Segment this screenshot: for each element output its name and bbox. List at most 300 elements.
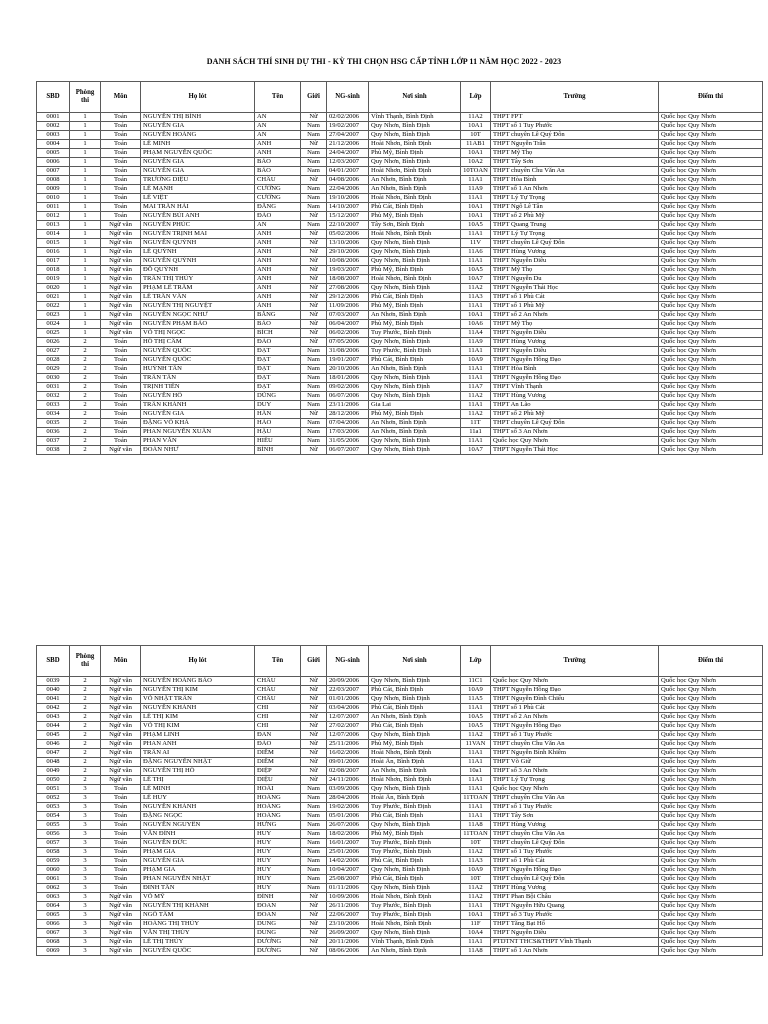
class-cell: 11A7: [461, 383, 491, 392]
room-cell: 2: [70, 365, 101, 374]
subject-cell: Toán: [101, 785, 141, 794]
class-cell: 11A1: [461, 803, 491, 812]
birthplace-cell: Hoài Nhơn, Bình Định: [369, 920, 461, 929]
name-cell: ANH: [255, 230, 301, 239]
venue-cell: Quốc học Quy Nhơn: [659, 230, 763, 239]
table-row: [37, 311, 763, 320]
col-header-name: Tên: [255, 82, 301, 113]
room-cell: 1: [70, 284, 101, 293]
table-row: [37, 392, 763, 401]
room-cell: 3: [70, 920, 101, 929]
name-cell: AN: [255, 131, 301, 140]
surname-cell: VĂN THỊ THÙY: [141, 929, 255, 938]
roster-table-1: [36, 81, 763, 455]
dob-cell: 06/02/2006: [327, 329, 369, 338]
document-title: DANH SÁCH THÍ SINH DỰ THI - KỲ THI CHỌN HSG CẤP TỈNH LỚP 11 NĂM HỌC 2022 - 2023: [206, 57, 562, 66]
table-row: [37, 320, 763, 329]
school-cell: THPT FPT: [491, 113, 659, 122]
sbd-cell: 0069: [37, 947, 70, 956]
class-cell: 11A1: [461, 785, 491, 794]
name-cell: ANH: [255, 149, 301, 158]
dob-cell: 19/02/2006: [327, 803, 369, 812]
birthplace-cell: Phù Cát, Bình Định: [369, 812, 461, 821]
class-cell: 11A1: [461, 365, 491, 374]
dob-cell: 20/09/2006: [327, 677, 369, 686]
subject-cell: Ngữ văn: [101, 929, 141, 938]
subject-cell: Toán: [101, 794, 141, 803]
gender-cell: Nam: [301, 149, 327, 158]
venue-cell: Quốc học Quy Nhơn: [659, 947, 763, 956]
subject-cell: Toán: [101, 401, 141, 410]
dob-cell: 25/01/2006: [327, 848, 369, 857]
dob-cell: 11/09/2006: [327, 302, 369, 311]
school-cell: THPT chuyên Chu Văn An: [491, 794, 659, 803]
name-cell: DƯƠNG: [255, 947, 301, 956]
col-header-subject: Môn: [101, 82, 141, 113]
surname-cell: NGUYỄN GIA: [141, 410, 255, 419]
birthplace-cell: Quy Nhơn, Bình Định: [369, 239, 461, 248]
class-cell: 11T: [461, 419, 491, 428]
col-header-school: Trường: [491, 646, 659, 677]
sbd-cell: 0062: [37, 884, 70, 893]
subject-cell: Toán: [101, 383, 141, 392]
room-cell: 2: [70, 749, 101, 758]
table-row: [37, 284, 763, 293]
school-cell: PTDTNT THCS&THPT Vĩnh Thạnh: [491, 938, 659, 947]
table-row: [37, 785, 763, 794]
room-cell: 1: [70, 194, 101, 203]
class-cell: 10A1: [461, 203, 491, 212]
subject-cell: Ngữ văn: [101, 776, 141, 785]
birthplace-cell: Quy Nhơn, Bình Định: [369, 122, 461, 131]
birthplace-cell: Tuy Phước, Bình Định: [369, 839, 461, 848]
table-row: [37, 767, 763, 776]
gender-cell: Nữ: [301, 749, 327, 758]
class-cell: 11A2: [461, 893, 491, 902]
birthplace-cell: Quy Nhơn, Bình Định: [369, 374, 461, 383]
table-row: [37, 428, 763, 437]
dob-cell: 09/02/2006: [327, 383, 369, 392]
gender-cell: Nam: [301, 785, 327, 794]
subject-cell: Toán: [101, 866, 141, 875]
subject-cell: Toán: [101, 857, 141, 866]
surname-cell: TRẦN AI: [141, 749, 255, 758]
col-header-room: Phòng thi: [70, 646, 101, 677]
class-cell: 11A9: [461, 185, 491, 194]
venue-cell: Quốc học Quy Nhơn: [659, 275, 763, 284]
sbd-cell: 0050: [37, 776, 70, 785]
name-cell: BẢO: [255, 158, 301, 167]
school-cell: THPT số 2 An Nhơn: [491, 311, 659, 320]
subject-cell: Toán: [101, 365, 141, 374]
sbd-cell: 0017: [37, 257, 70, 266]
surname-cell: NGUYỄN QUỲNH: [141, 239, 255, 248]
room-cell: 2: [70, 401, 101, 410]
table-row: [37, 203, 763, 212]
gender-cell: Nam: [301, 884, 327, 893]
dob-cell: 12/07/2007: [327, 713, 369, 722]
room-cell: 3: [70, 821, 101, 830]
gender-cell: Nữ: [301, 266, 327, 275]
table-row: [37, 857, 763, 866]
birthplace-cell: Quy Nhơn, Bình Định: [369, 785, 461, 794]
name-cell: DIỄM: [255, 749, 301, 758]
birthplace-cell: An Nhơn, Bình Định: [369, 947, 461, 956]
gender-cell: Nam: [301, 383, 327, 392]
surname-cell: LÊ VIỆT: [141, 194, 255, 203]
table-row: [37, 158, 763, 167]
name-cell: ANH: [255, 275, 301, 284]
sbd-cell: 0052: [37, 794, 70, 803]
gender-cell: Nữ: [301, 176, 327, 185]
table-row: [37, 194, 763, 203]
venue-cell: Quốc học Quy Nhơn: [659, 167, 763, 176]
sbd-cell: 0016: [37, 248, 70, 257]
gender-cell: Nam: [301, 356, 327, 365]
school-cell: THPT Nguyễn Thái Học: [491, 284, 659, 293]
sbd-cell: 0028: [37, 356, 70, 365]
dob-cell: 15/12/2007: [327, 212, 369, 221]
subject-cell: Ngữ văn: [101, 302, 141, 311]
venue-cell: Quốc học Quy Nhơn: [659, 866, 763, 875]
dob-cell: 09/01/2006: [327, 758, 369, 767]
subject-cell: Toán: [101, 131, 141, 140]
dob-cell: 19/01/2007: [327, 356, 369, 365]
school-cell: THPT Quang Trung: [491, 221, 659, 230]
venue-cell: Quốc học Quy Nhơn: [659, 677, 763, 686]
subject-cell: Toán: [101, 203, 141, 212]
venue-cell: Quốc học Quy Nhơn: [659, 356, 763, 365]
class-cell: 11A3: [461, 857, 491, 866]
room-cell: 1: [70, 212, 101, 221]
venue-cell: Quốc học Quy Nhơn: [659, 821, 763, 830]
school-cell: THPT Nguyễn Diêu: [491, 347, 659, 356]
surname-cell: HUỲNH TẤN: [141, 365, 255, 374]
school-cell: THPT số 3 An Nhơn: [491, 428, 659, 437]
room-cell: 3: [70, 794, 101, 803]
birthplace-cell: Phù Mỹ, Bình Định: [369, 302, 461, 311]
birthplace-cell: Phù Cát, Bình Định: [369, 722, 461, 731]
venue-cell: Quốc học Quy Nhơn: [659, 419, 763, 428]
venue-cell: Quốc học Quy Nhơn: [659, 113, 763, 122]
dob-cell: 20/10/2006: [327, 365, 369, 374]
class-cell: 11A1: [461, 938, 491, 947]
gender-cell: Nam: [301, 401, 327, 410]
surname-cell: ĐINH TẤN: [141, 884, 255, 893]
surname-cell: LÊ TRẦN VÂN: [141, 293, 255, 302]
table-row: [37, 812, 763, 821]
room-cell: 2: [70, 695, 101, 704]
subject-cell: Ngữ văn: [101, 893, 141, 902]
subject-cell: Toán: [101, 392, 141, 401]
sbd-cell: 0027: [37, 347, 70, 356]
dob-cell: 06/07/2007: [327, 446, 369, 455]
birthplace-cell: Quy Nhơn, Bình Định: [369, 866, 461, 875]
name-cell: ÁNH: [255, 302, 301, 311]
class-cell: 11A1: [461, 194, 491, 203]
name-cell: HẬU: [255, 428, 301, 437]
venue-cell: Quốc học Quy Nhơn: [659, 785, 763, 794]
sbd-cell: 0059: [37, 857, 70, 866]
school-cell: THPT chuyên Chu Văn An: [491, 167, 659, 176]
surname-cell: NGUYỄN QUỐC: [141, 947, 255, 956]
school-cell: THPT Nguyễn Hồng Đạo: [491, 866, 659, 875]
surname-cell: NGUYỄN NGUYÊN: [141, 821, 255, 830]
class-cell: 11A2: [461, 731, 491, 740]
sbd-cell: 0068: [37, 938, 70, 947]
gender-cell: Nữ: [301, 722, 327, 731]
table-row: [37, 248, 763, 257]
surname-cell: LÊ HUY: [141, 794, 255, 803]
subject-cell: Ngữ văn: [101, 911, 141, 920]
surname-cell: NGUYỄN THỊ NGUYỆT: [141, 302, 255, 311]
dob-cell: 26/11/2006: [327, 902, 369, 911]
birthplace-cell: Hoài Nhơn, Bình Định: [369, 194, 461, 203]
birthplace-cell: Gia Lai: [369, 401, 461, 410]
surname-cell: NGUYỄN THỊ HỒ: [141, 767, 255, 776]
dob-cell: 27/08/2006: [327, 284, 369, 293]
name-cell: CHÂU: [255, 686, 301, 695]
school-cell: THPT số 1 Tuy Phước: [491, 731, 659, 740]
subject-cell: Toán: [101, 158, 141, 167]
surname-cell: VÕ MỸ: [141, 893, 255, 902]
school-cell: THPT Nguyễn Trân: [491, 140, 659, 149]
school-cell: THPT Hùng Vương: [491, 338, 659, 347]
class-cell: 11A1: [461, 437, 491, 446]
subject-cell: Toán: [101, 194, 141, 203]
gender-cell: Nữ: [301, 776, 327, 785]
table-row: [37, 830, 763, 839]
venue-cell: Quốc học Quy Nhơn: [659, 158, 763, 167]
surname-cell: NGUYỄN ĐỨC: [141, 839, 255, 848]
birthplace-cell: Hoài Nhơn, Bình Định: [369, 893, 461, 902]
room-cell: 1: [70, 140, 101, 149]
class-cell: 11A6: [461, 248, 491, 257]
subject-cell: Toán: [101, 419, 141, 428]
table-row: [37, 365, 763, 374]
dob-cell: 02/08/2007: [327, 767, 369, 776]
table-row: [37, 266, 763, 275]
room-cell: 3: [70, 938, 101, 947]
venue-cell: Quốc học Quy Nhơn: [659, 920, 763, 929]
gender-cell: Nữ: [301, 302, 327, 311]
gender-cell: Nữ: [301, 902, 327, 911]
class-cell: 10A5: [461, 266, 491, 275]
birthplace-cell: Quy Nhơn, Bình Định: [369, 929, 461, 938]
col-header-school: Trường: [491, 82, 659, 113]
venue-cell: Quốc học Quy Nhơn: [659, 437, 763, 446]
surname-cell: PHẠM NGUYỄN QUỐC: [141, 149, 255, 158]
sbd-cell: 0030: [37, 374, 70, 383]
class-cell: 11A2: [461, 884, 491, 893]
venue-cell: Quốc học Quy Nhơn: [659, 704, 763, 713]
birthplace-cell: Quy Nhơn, Bình Định: [369, 338, 461, 347]
room-cell: 1: [70, 239, 101, 248]
school-cell: THPT Lý Tự Trọng: [491, 776, 659, 785]
venue-cell: Quốc học Quy Nhơn: [659, 212, 763, 221]
sbd-cell: 0051: [37, 785, 70, 794]
venue-cell: Quốc học Quy Nhơn: [659, 929, 763, 938]
col-header-venue: Điểm thi: [659, 646, 763, 677]
birthplace-cell: Phù Mỹ, Bình Định: [369, 830, 461, 839]
venue-cell: Quốc học Quy Nhơn: [659, 686, 763, 695]
venue-cell: Quốc học Quy Nhơn: [659, 266, 763, 275]
dob-cell: 18/02/2006: [327, 830, 369, 839]
sbd-cell: 0066: [37, 920, 70, 929]
birthplace-cell: Tuy Phước, Bình Định: [369, 848, 461, 857]
name-cell: ĐAN: [255, 731, 301, 740]
gender-cell: Nam: [301, 803, 327, 812]
subject-cell: Toán: [101, 848, 141, 857]
table-row: [37, 257, 763, 266]
gender-cell: Nữ: [301, 920, 327, 929]
table-row: [37, 176, 763, 185]
sbd-cell: 0024: [37, 320, 70, 329]
dob-cell: 29/10/2006: [327, 248, 369, 257]
name-cell: HUY: [255, 839, 301, 848]
class-cell: 11A1: [461, 812, 491, 821]
dob-cell: 22/03/2007: [327, 686, 369, 695]
subject-cell: Ngữ văn: [101, 938, 141, 947]
room-cell: 3: [70, 902, 101, 911]
class-cell: 10A4: [461, 929, 491, 938]
name-cell: ĐIỆP: [255, 767, 301, 776]
surname-cell: PHẠM GIA: [141, 866, 255, 875]
table-row: [37, 302, 763, 311]
school-cell: THPT Nguyễn Diêu: [491, 329, 659, 338]
venue-cell: Quốc học Quy Nhơn: [659, 893, 763, 902]
dob-cell: 22/04/2006: [327, 185, 369, 194]
birthplace-cell: Phù Cát, Bình Định: [369, 686, 461, 695]
school-cell: THPT số 1 Phù Cát: [491, 704, 659, 713]
venue-cell: Quốc học Quy Nhơn: [659, 803, 763, 812]
surname-cell: LÊ MINH: [141, 140, 255, 149]
surname-cell: ĐẶNG VÕ KHẢ: [141, 419, 255, 428]
venue-cell: Quốc học Quy Nhơn: [659, 365, 763, 374]
room-cell: 1: [70, 248, 101, 257]
room-cell: 1: [70, 176, 101, 185]
table-row: [37, 839, 763, 848]
table-row: [37, 929, 763, 938]
room-cell: 2: [70, 356, 101, 365]
sbd-cell: 0041: [37, 695, 70, 704]
name-cell: ANH: [255, 266, 301, 275]
name-cell: HUY: [255, 830, 301, 839]
birthplace-cell: Tây Sơn, Bình Định: [369, 221, 461, 230]
dob-cell: 01/01/2006: [327, 695, 369, 704]
school-cell: THPT Nguyễn Diêu: [491, 257, 659, 266]
birthplace-cell: Vĩnh Thạnh, Bình Định: [369, 938, 461, 947]
name-cell: CƯỜNG: [255, 185, 301, 194]
subject-cell: Toán: [101, 338, 141, 347]
class-cell: 11A2: [461, 848, 491, 857]
class-cell: 11A9: [461, 338, 491, 347]
venue-cell: Quốc học Quy Nhơn: [659, 221, 763, 230]
name-cell: ĐẠT: [255, 356, 301, 365]
table-row: [37, 893, 763, 902]
col-header-sbd: SBD: [37, 82, 70, 113]
table-row: [37, 731, 763, 740]
subject-cell: Ngữ văn: [101, 230, 141, 239]
sbd-cell: 0056: [37, 830, 70, 839]
dob-cell: 27/02/2007: [327, 722, 369, 731]
table-row: [37, 239, 763, 248]
dob-cell: 05/01/2006: [327, 812, 369, 821]
gender-cell: Nữ: [301, 713, 327, 722]
dob-cell: 10/04/2007: [327, 866, 369, 875]
subject-cell: Toán: [101, 803, 141, 812]
sbd-cell: 0054: [37, 812, 70, 821]
name-cell: HIẾU: [255, 437, 301, 446]
class-cell: 11A3: [461, 293, 491, 302]
room-cell: 1: [70, 257, 101, 266]
class-cell: 11A8: [461, 821, 491, 830]
table-row: [37, 401, 763, 410]
gender-cell: Nam: [301, 830, 327, 839]
venue-cell: Quốc học Quy Nhơn: [659, 383, 763, 392]
sbd-cell: 0014: [37, 230, 70, 239]
name-cell: BÌNH: [255, 446, 301, 455]
class-cell: 11A2: [461, 392, 491, 401]
sbd-cell: 0037: [37, 437, 70, 446]
birthplace-cell: Phù Mỹ, Bình Định: [369, 266, 461, 275]
table-row: [37, 140, 763, 149]
class-cell: 11A1: [461, 257, 491, 266]
birthplace-cell: Hoài Ân, Bình Định: [369, 794, 461, 803]
surname-cell: PHAN VĂN: [141, 437, 255, 446]
surname-cell: NGUYỄN BÙI ANH: [141, 212, 255, 221]
venue-cell: Quốc học Quy Nhơn: [659, 302, 763, 311]
gender-cell: Nữ: [301, 704, 327, 713]
class-cell: 11a1: [461, 428, 491, 437]
gender-cell: Nữ: [301, 410, 327, 419]
sbd-cell: 0032: [37, 392, 70, 401]
birthplace-cell: Quy Nhơn, Bình Định: [369, 695, 461, 704]
dob-cell: 06/07/2006: [327, 392, 369, 401]
birthplace-cell: Hoài Nhơn, Bình Định: [369, 167, 461, 176]
class-cell: 11A1: [461, 374, 491, 383]
room-cell: 3: [70, 929, 101, 938]
table-header-row: [37, 82, 763, 113]
table-row: [37, 185, 763, 194]
room-cell: 3: [70, 848, 101, 857]
class-cell: 11A5: [461, 695, 491, 704]
birthplace-cell: Phù Mỹ, Bình Định: [369, 320, 461, 329]
dob-cell: 03/04/2006: [327, 704, 369, 713]
venue-cell: Quốc học Quy Nhơn: [659, 839, 763, 848]
sbd-cell: 0001: [37, 113, 70, 122]
surname-cell: MAI TRẦN HẢI: [141, 203, 255, 212]
name-cell: ĐÀO: [255, 338, 301, 347]
subject-cell: Toán: [101, 167, 141, 176]
school-cell: THPT Nguyễn Thái Học: [491, 446, 659, 455]
gender-cell: Nữ: [301, 257, 327, 266]
gender-cell: Nam: [301, 848, 327, 857]
school-cell: THPT Vĩnh Thạnh: [491, 383, 659, 392]
subject-cell: Toán: [101, 185, 141, 194]
room-cell: 2: [70, 428, 101, 437]
surname-cell: VÕ THỊ KIM: [141, 722, 255, 731]
birthplace-cell: Quy Nhơn, Bình Định: [369, 383, 461, 392]
birthplace-cell: Phù Cát, Bình Định: [369, 857, 461, 866]
school-cell: THPT Nguyễn Hữu Quang: [491, 902, 659, 911]
subject-cell: Ngữ văn: [101, 713, 141, 722]
col-header-class: Lớp: [461, 82, 491, 113]
table-row: [37, 848, 763, 857]
col-header-birthplace: Nơi sinh: [369, 646, 461, 677]
school-cell: THPT số 1 Phù Mỹ: [491, 302, 659, 311]
gender-cell: Nữ: [301, 320, 327, 329]
